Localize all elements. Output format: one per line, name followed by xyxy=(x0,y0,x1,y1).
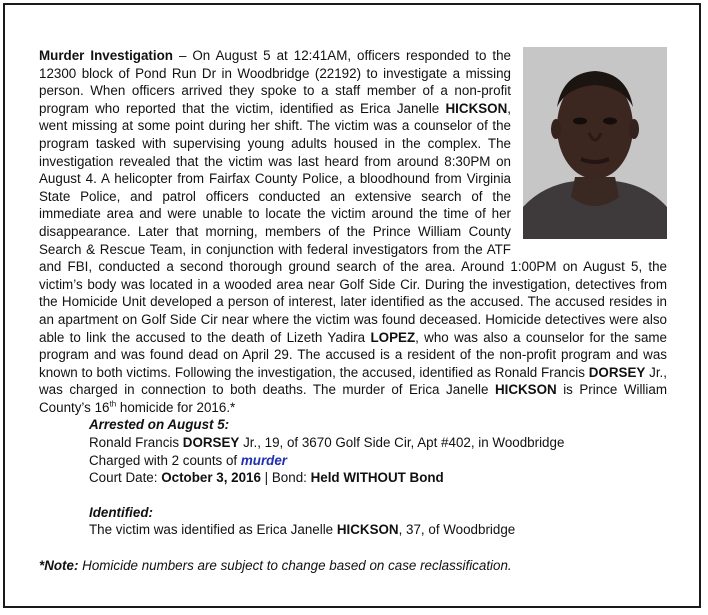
identified-line xyxy=(89,521,667,539)
court-label: Court Date: xyxy=(89,470,162,486)
article-text-4: Jr., was charged in connection to both deaths. The murder of Erica Janelle xyxy=(39,364,667,398)
article-text-1: – On August 5 at 12:41AM, officers responded to the 12300 block of Pond Run Dr in Woodbridge (22192) to investigate a missing person. When officers arrived they spoke to a staff member of a non-profit program who reported that the victim, identified as Erica Janelle xyxy=(39,48,511,116)
second-victim-last-name: LOPEZ xyxy=(370,329,416,345)
charge-crime: murder xyxy=(240,452,287,468)
identified-prefix: The victim was identified as Erica Janelle xyxy=(89,522,337,538)
bond-value: Held WITHOUT Bond xyxy=(310,470,444,486)
separator: | xyxy=(260,470,272,486)
ordinal-suffix: th xyxy=(109,399,117,409)
article-text-5: is Prince William County’s 16 xyxy=(39,382,667,415)
footnote xyxy=(39,557,667,575)
victim-last-name-2: HICKSON xyxy=(494,382,557,398)
court-bond-line xyxy=(89,469,667,487)
mugshot-illustration xyxy=(523,47,667,239)
identified-suffix: , 37, of Woodbridge xyxy=(398,522,516,538)
press-release-frame xyxy=(3,3,701,608)
article-text-3: , who was also a counselor for the same program and was found dead on April 29. The accused is a resident of the non-profit program and was known to both victims. Following the investigation, the accused, identified as Ronald Francis xyxy=(39,329,668,380)
arrest-heading: Arrested on August 5: xyxy=(89,417,230,433)
mugshot-photo xyxy=(523,47,667,239)
court-date: October 3, 2016 xyxy=(161,470,261,486)
charge-line xyxy=(89,452,667,470)
charge-prefix: Charged with 2 counts of xyxy=(89,452,241,468)
note-label: *Note: xyxy=(39,558,79,574)
article-text-6: homicide for 2016.* xyxy=(116,399,236,415)
accused-last-name: DORSEY xyxy=(588,364,646,380)
victim-last-name: HICKSON xyxy=(445,100,508,116)
note-text: Homicide numbers are subject to change based on case reclassification. xyxy=(78,558,512,574)
accused-first-name: Ronald Francis xyxy=(89,435,183,451)
identified-victim-last-name: HICKSON xyxy=(336,522,399,538)
arrest-section xyxy=(89,416,667,539)
accused-details: Jr., 19, of 3670 Golf Side Cir, Apt #402, in Woodbridge xyxy=(239,435,565,451)
identified-heading: Identified: xyxy=(89,504,153,520)
accused-last-name-arrest: DORSEY xyxy=(182,435,240,451)
article-text-2: , went missing at some point during her shift. The victim was a counselor of the program tasked with supervising young adults housed in the complex. The investigation revealed that the victim was last heard from around 8:30PM on August 4. A helicopter from Fairfax County Police, a bloodhound from Virginia State Police, and patrol officers conducted an extensive search of the immediate area and were unable to locate the victim around the time of her disappearance. Later that morning, members of the Prince William County Search & Rescue Team, in conjunction with federal investigators from the ATF and FBI, conducted a second thorough ground search of the area. Around 1:00PM on August 5, the victim’s body was located in a wooded area near Golf Side Cir. During the investigation, detectives from the Homicide Unit developed a person of interest, later identified as the accused. The accused resides in an apartment on Golf Side Cir near where the victim was found deceased. Homicide detectives were also able to link the accused to the death of Lizeth Yadira xyxy=(39,100,667,345)
article-title: Murder Investigation xyxy=(39,48,173,63)
arrest-name-line xyxy=(89,434,667,452)
press-release-content xyxy=(39,47,667,575)
bond-label: Bond: xyxy=(271,470,311,486)
